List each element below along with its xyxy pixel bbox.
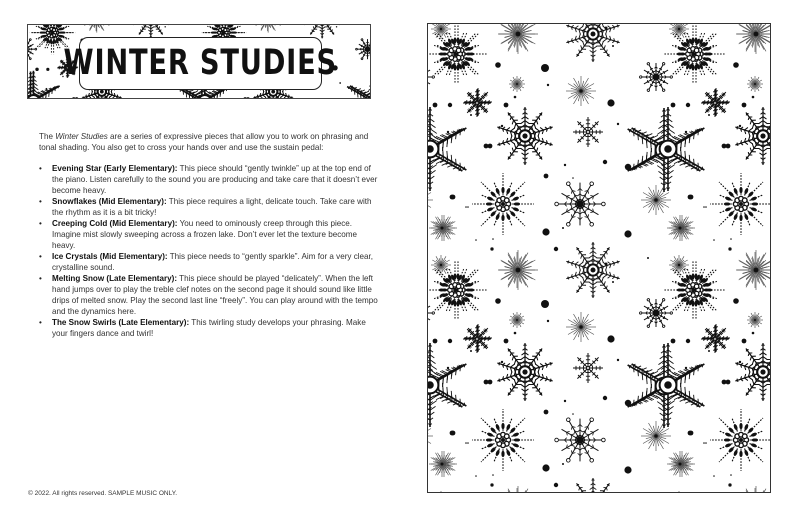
snow-dot: [722, 380, 727, 385]
snowflake-icon: [736, 486, 771, 493]
snow-dot: [703, 442, 705, 444]
snowflake-icon: [498, 24, 538, 54]
snow-dot: [492, 474, 494, 476]
snow-dot: [547, 84, 549, 86]
snow-dot: [501, 125, 503, 127]
snow-dot: [451, 431, 456, 436]
snow-dot: [448, 103, 452, 107]
snow-dot: [30, 52, 31, 53]
snowflake-icon: [566, 312, 596, 342]
snow-dot: [705, 206, 707, 208]
snow-dot: [465, 442, 467, 444]
snowflake-icon: [254, 25, 280, 31]
snow-dot: [742, 103, 747, 108]
snow-dot: [447, 367, 449, 369]
snowflake-icon: [28, 38, 37, 60]
snow-dot: [752, 332, 755, 335]
snowflake-icon: [472, 409, 534, 471]
snow-dot: [564, 400, 566, 402]
snowflake-icon: [640, 62, 673, 92]
snowflake-icon: [498, 250, 538, 290]
snowflake-icon: [428, 343, 470, 427]
snow-dot: [544, 410, 549, 415]
list-item: [39, 218, 379, 251]
snow-dot: [730, 238, 732, 240]
copyright-footer: © 2022. All rights reserved. SAMPLE MUSIC ONLY.: [28, 490, 178, 497]
snowflake-illustration-panel: [427, 23, 771, 493]
snow-dot: [617, 123, 619, 125]
snow-dot: [647, 257, 649, 259]
snowflake-icon: [667, 215, 693, 241]
snowflake-icon: [747, 312, 763, 328]
snow-dot: [705, 442, 707, 444]
snow-dot: [339, 82, 341, 84]
piece-name: The Snow Swirls (Late Elementary):: [52, 318, 190, 327]
snowflake-icon: [573, 117, 603, 147]
snowflake-icon: [667, 451, 693, 477]
list-item: [39, 317, 379, 339]
intro-paragraph: [39, 131, 379, 153]
snow-dot: [685, 367, 687, 369]
snowflake-icon: [356, 38, 371, 60]
snow-dot: [564, 164, 566, 166]
snow-dot: [722, 144, 727, 149]
snow-dot: [465, 206, 467, 208]
snow-dot: [624, 466, 631, 473]
list-item: [39, 251, 379, 273]
piece-name: Snowflakes (Mid Elementary):: [52, 197, 167, 206]
snow-dot: [243, 97, 246, 99]
snowflake-icon: [710, 409, 771, 471]
snow-dot: [554, 483, 558, 487]
piece-name: Creeping Cold (Mid Elementary):: [52, 219, 178, 228]
snow-dot: [603, 160, 607, 164]
snow-dot: [470, 350, 472, 352]
snowflake-icon: [496, 107, 554, 165]
snow-dot: [542, 464, 549, 471]
snow-dot: [742, 339, 747, 344]
snowflake-icon: [347, 71, 371, 99]
snow-dot: [544, 174, 549, 179]
snow-dot: [75, 97, 78, 99]
piece-description: This piece needs to “gently sparkle”. Aim for a very clear, crystalline sound.: [52, 252, 374, 272]
snow-dot: [541, 64, 549, 72]
snowflake-icon: [499, 488, 535, 493]
snowflake-icon: [734, 343, 771, 401]
snow-dot: [686, 339, 690, 343]
snowflake-icon: [628, 107, 709, 191]
snow-dot: [514, 96, 517, 99]
snowflake-icon: [669, 491, 689, 493]
snow-dot: [562, 227, 564, 229]
snow-dot: [35, 68, 38, 71]
snow-dot: [625, 400, 631, 406]
snow-dot: [689, 431, 694, 436]
list-item: [39, 196, 379, 218]
snowflake-icon: [734, 107, 771, 165]
snow-dot: [433, 339, 438, 344]
snow-dot: [708, 114, 710, 116]
snow-dot: [475, 475, 477, 477]
snowflake-icon: [701, 89, 729, 117]
snow-dot: [164, 26, 165, 27]
snow-dot: [470, 114, 472, 116]
snow-dot: [484, 380, 489, 385]
snowflake-icon: [82, 25, 111, 33]
piece-description: This piece requires a light, delicate touch. Take care with the rhythm as it is a bit tricky!: [52, 197, 372, 217]
snow-dot: [685, 131, 687, 133]
snow-dot: [612, 281, 614, 283]
snowflake-icon: [463, 325, 491, 353]
snow-dot: [467, 442, 469, 444]
snowflake-icon: [641, 421, 671, 451]
snow-dot: [72, 97, 75, 99]
snow-dot: [542, 228, 549, 235]
snow-dot: [624, 230, 631, 237]
snow-dot: [728, 247, 731, 250]
snow-dot: [554, 247, 558, 251]
snow-dot: [501, 361, 503, 363]
snow-dot: [572, 413, 574, 415]
snowflake-icon: [463, 89, 491, 117]
title-box: [63, 37, 338, 90]
intro-italic-title: Winter Studies: [55, 132, 108, 141]
intro-prefix: The: [39, 132, 56, 141]
snow-dot: [703, 206, 705, 208]
snow-dot: [475, 239, 477, 241]
pieces-list: [39, 163, 379, 339]
snow-dot: [336, 26, 337, 27]
snowflake-icon: [565, 24, 621, 62]
snow-dot: [607, 335, 614, 342]
page-title: WINTER STUDIES: [63, 43, 338, 83]
piece-name: Evening Star (Early Elementary):: [52, 164, 178, 173]
piece-description: This twirling study develops your phrasing. Make your fingers dance and twirl!: [52, 318, 366, 338]
snow-dot: [433, 103, 438, 108]
description-section: [39, 131, 379, 339]
snow-dot: [492, 238, 494, 240]
snowflake-icon: [710, 173, 771, 235]
snow-dot: [617, 359, 619, 361]
snow-dot: [671, 339, 676, 344]
snow-dot: [663, 317, 665, 319]
snowflake-icon: [640, 298, 673, 328]
snowflake-icon: [565, 478, 621, 493]
snow-dot: [663, 81, 665, 83]
snowflake-icon: [573, 353, 603, 383]
snow-dot: [484, 144, 489, 149]
snow-dot: [686, 103, 690, 107]
snow-dot: [603, 396, 607, 400]
snowflake-icon: [472, 173, 534, 235]
snow-dot: [490, 247, 493, 250]
snowflake-icon: [555, 181, 605, 227]
snow-dot: [607, 99, 614, 106]
snowflake-icon: [429, 451, 455, 477]
snowflake-pattern: [428, 24, 771, 493]
snow-dot: [495, 62, 501, 68]
snow-dot: [612, 45, 614, 47]
piece-name: Melting Snow (Late Elementary):: [52, 274, 178, 283]
list-item: [39, 163, 379, 196]
snow-dot: [504, 103, 509, 108]
snow-dot: [713, 475, 715, 477]
snow-dot: [572, 177, 574, 179]
snow-dot: [46, 88, 48, 90]
snow-dot: [708, 350, 710, 352]
snow-dot: [448, 339, 452, 343]
snow-dot: [246, 97, 249, 99]
snowflake-icon: [28, 71, 63, 99]
list-item: [39, 273, 379, 317]
snow-dot: [562, 463, 564, 465]
snowflake-icon: [83, 25, 109, 31]
snow-dot: [671, 103, 676, 108]
piece-name: Ice Crystals (Mid Elementary):: [52, 252, 168, 261]
snow-dot: [733, 62, 739, 68]
snow-dot: [547, 320, 549, 322]
snow-dot: [46, 68, 49, 71]
intro-suffix: are a series of expressive pieces that allow you to work on phrasing and tonal shading. You also get to cross your hands over and use the sustain pedal:: [39, 132, 369, 152]
snow-dot: [514, 332, 517, 335]
piece-description: This piece should “gently twinkle” up at the top end of the piano. Listen carefully to the sound you are producing and take care that it doesn’t ever become heavy.: [52, 164, 378, 195]
snowflake-icon: [428, 62, 434, 92]
snow-dot: [739, 361, 741, 363]
piece-description: This piece should be played “delicately”. When the left hand jumps over to play the treble clef notes on the second page it should sound like little drips of melted snow. Play the second last line “freely”. You can play around with the tempo and the dynamics here.: [52, 274, 378, 316]
snow-dot: [451, 195, 456, 200]
snowflake-icon: [509, 76, 525, 92]
snow-dot: [504, 339, 509, 344]
snowflake-icon: [628, 343, 709, 427]
snow-dot: [739, 125, 741, 127]
snow-dot: [495, 298, 501, 304]
snow-dot: [752, 96, 755, 99]
snow-dot: [728, 483, 731, 486]
snow-dot: [713, 239, 715, 241]
snowflake-icon: [701, 325, 729, 353]
snow-dot: [689, 195, 694, 200]
snowflake-icon: [496, 343, 554, 401]
snowflake-icon: [736, 250, 771, 290]
piece-description: You need to ominously creep through this piece. Imagine mist slowly sweeping across a frozen lake. Don’t ever let the texture become heavy.: [52, 219, 358, 250]
snowflake-icon: [428, 298, 434, 328]
snow-dot: [625, 164, 631, 170]
snowflake-icon: [498, 486, 538, 493]
snow-dot: [467, 206, 469, 208]
snowflake-icon: [431, 491, 451, 493]
snowflake-icon: [509, 312, 525, 328]
snowflake-icon: [428, 107, 470, 191]
title-banner: [27, 24, 371, 99]
snowflake-icon: [555, 417, 605, 463]
snowflake-icon: [429, 215, 455, 241]
snow-dot: [447, 131, 449, 133]
snowflake-icon: [565, 242, 621, 298]
snowflake-icon: [641, 185, 671, 215]
snow-dot: [733, 298, 739, 304]
snowflake-icon: [566, 76, 596, 106]
snow-dot: [730, 474, 732, 476]
snow-dot: [490, 483, 493, 486]
snowflake-icon: [254, 25, 283, 33]
snowflake-icon: [747, 76, 763, 92]
snow-dot: [541, 300, 549, 308]
